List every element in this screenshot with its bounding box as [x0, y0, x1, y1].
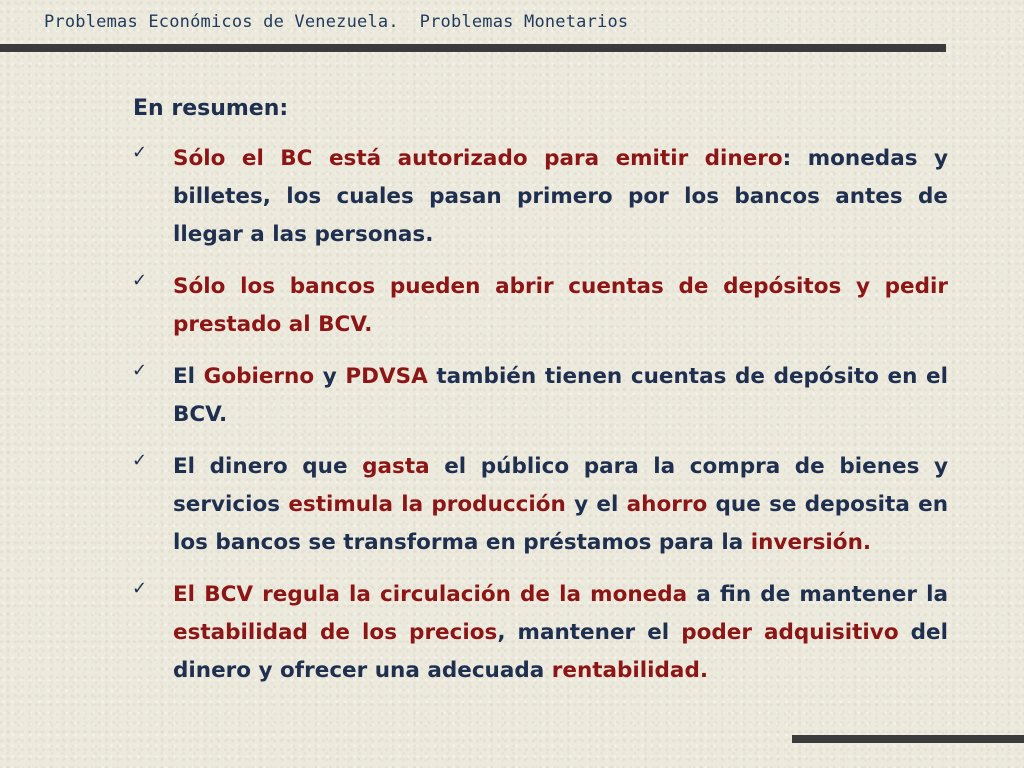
highlight-text: inversión.: [750, 530, 872, 555]
body-text: : monedas y billetes, los cuales pasan primero por los bancos antes de llegar a las personas.: [173, 146, 948, 247]
bullet-text: [173, 268, 948, 344]
body-text: El dinero que: [173, 454, 363, 479]
highlight-text: Gobierno: [203, 364, 315, 389]
body-text: el público para la compra de bienes y servicios: [173, 454, 948, 517]
checkmark-icon: ✓: [132, 360, 148, 381]
checkmark-icon: ✓: [132, 142, 148, 163]
body-text: El: [173, 364, 204, 389]
highlight-text: estabilidad de los precios: [173, 620, 498, 645]
bullet-text: [173, 576, 948, 690]
body-text: que se deposita en los bancos se transforma en préstamos para la: [173, 492, 949, 555]
top-divider: [0, 44, 946, 52]
body-text: del dinero y ofrecer una adecuada: [173, 620, 949, 683]
bullet-text: [173, 448, 948, 562]
checkmark-icon: ✓: [132, 578, 148, 599]
checkmark-icon: ✓: [132, 450, 148, 471]
list-item: [130, 140, 948, 254]
body-text: y: [314, 364, 346, 389]
bullet-text: [173, 358, 948, 434]
list-item: [130, 448, 948, 562]
body-text: también tienen cuentas de depósito en el BCV.: [173, 364, 948, 427]
list-item: [130, 576, 948, 690]
highlight-text: ahorro: [626, 492, 708, 517]
highlight-text: Sólo el BC está autorizado para emitir dinero: [173, 146, 783, 171]
checkmark-icon: ✓: [132, 270, 148, 291]
body-text: a fin de mantener la: [687, 582, 949, 607]
highlight-text: PDVSA: [345, 364, 428, 389]
highlight-text: El BCV regula la circulación de la moneda: [173, 582, 688, 607]
highlight-text: poder adquisitivo: [681, 620, 899, 645]
list-item: [130, 358, 948, 434]
highlight-text: Sólo los bancos pueden abrir cuentas de depósitos y pedir prestado al BCV.: [173, 274, 948, 337]
body-text: y el: [565, 492, 627, 517]
bullet-text: [173, 140, 948, 254]
summary-heading: En resumen:: [133, 96, 289, 121]
summary-list: [130, 140, 948, 704]
highlight-text: rentabilidad.: [551, 658, 708, 683]
bottom-divider: [792, 735, 1024, 743]
highlight-text: estimula la producción: [288, 492, 566, 517]
highlight-text: gasta: [362, 454, 430, 479]
list-item: [130, 268, 948, 344]
slide-header-title: Problemas Económicos de Venezuela. Problemas Monetarios: [44, 12, 629, 32]
body-text: , mantener el: [497, 620, 682, 645]
